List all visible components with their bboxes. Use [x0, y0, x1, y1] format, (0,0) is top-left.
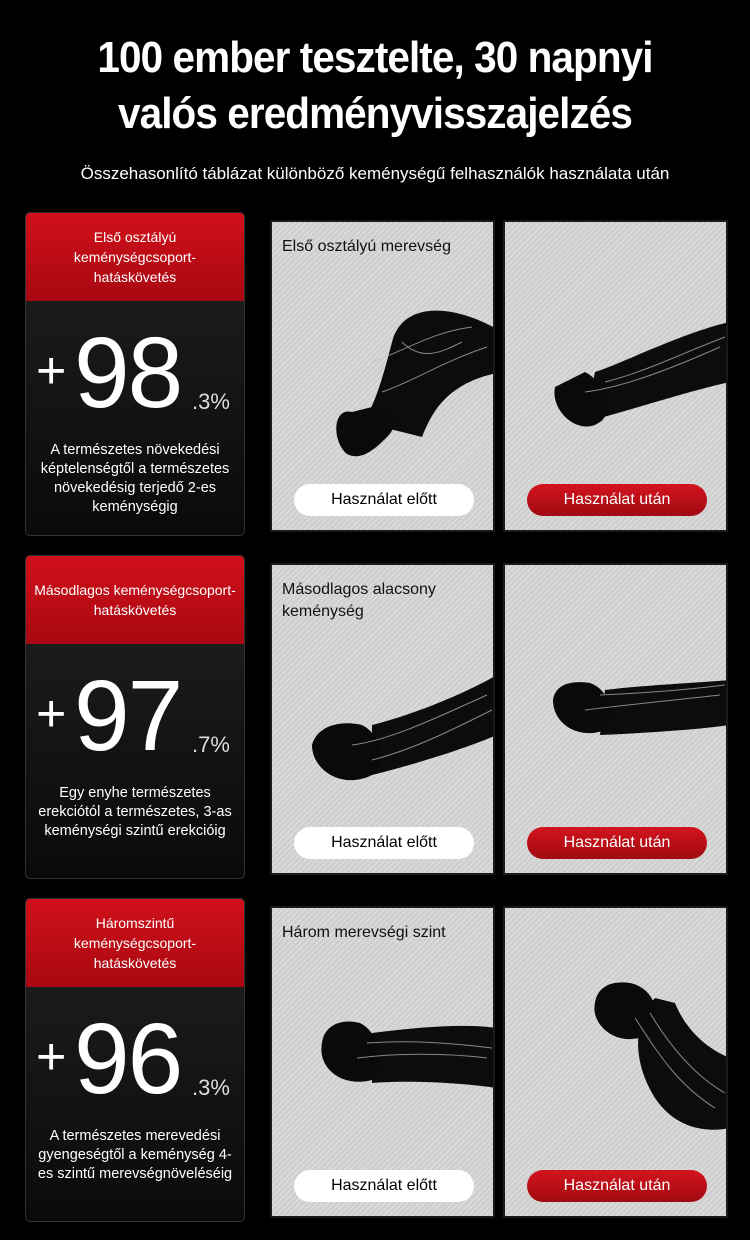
- stat-value: 98: [74, 317, 182, 429]
- group-title: Háromszintű keménységcsoport-hatáskövetés: [26, 899, 244, 987]
- plus-sign: +: [36, 342, 67, 400]
- subtitle: Összehasonlító táblázat különböző keménységű felhasználók használata után: [80, 164, 670, 183]
- after-panel: [503, 563, 728, 875]
- improvement-stat: [26, 660, 244, 772]
- comparison-row-2: [0, 555, 750, 880]
- before-use-label: Használat előtt: [294, 827, 474, 859]
- headline-line-1: 100 ember tesztelte, 30 napnyi: [97, 33, 653, 82]
- stat-value: 96: [74, 1003, 182, 1115]
- after-use-label: Használat után: [527, 484, 707, 516]
- stat-description: Egy enyhe természetes erekciótól a természetes, 3-as keménységi szintű erekcióig: [38, 785, 232, 839]
- stat-description: A természetes merevedési gyengeségtől a keménység 4-es szintű merevségnöveléséig: [37, 1128, 233, 1182]
- after-panel: [503, 220, 728, 532]
- after-panel: [503, 906, 728, 1218]
- before-panel: [270, 906, 495, 1218]
- stat-description: A természetes növekedési képtelenségtől a természetes növekedésig terjedő 2-es keménységig: [40, 442, 230, 515]
- plus-sign: +: [36, 1028, 67, 1086]
- comparison-row-3: [0, 898, 750, 1223]
- stat-decimal: .3%: [192, 1075, 230, 1100]
- group-title: Első osztályú keménységcsoport-hatáskövetés: [26, 213, 244, 301]
- before-panel: [270, 563, 495, 875]
- before-panel: [270, 220, 495, 532]
- improvement-stat: [26, 317, 244, 429]
- after-use-label: Használat után: [527, 827, 707, 859]
- stiffness-label: Három merevségi szint: [282, 924, 446, 941]
- stiffness-label: Első osztályú merevség: [282, 238, 451, 255]
- headline-line-2: valós eredményvisszajelzés: [118, 89, 632, 138]
- stat-decimal: .3%: [192, 389, 230, 414]
- stat-value: 97: [74, 660, 182, 772]
- after-use-label: Használat után: [527, 1170, 707, 1202]
- improvement-stat: [26, 1003, 244, 1115]
- stat-decimal: .7%: [192, 732, 230, 757]
- before-use-label: Használat előtt: [294, 1170, 474, 1202]
- stat-card: [25, 898, 245, 1222]
- headline: [30, 30, 720, 142]
- stat-card: [25, 212, 245, 536]
- stat-card: [25, 555, 245, 879]
- before-use-label: Használat előtt: [294, 484, 474, 516]
- group-title: Másodlagos keménységcsoport-hatáskövetés: [26, 556, 244, 644]
- stiffness-label: Másodlagos alacsony keménység: [282, 581, 436, 620]
- plus-sign: +: [36, 685, 67, 743]
- comparison-row-1: [0, 212, 750, 537]
